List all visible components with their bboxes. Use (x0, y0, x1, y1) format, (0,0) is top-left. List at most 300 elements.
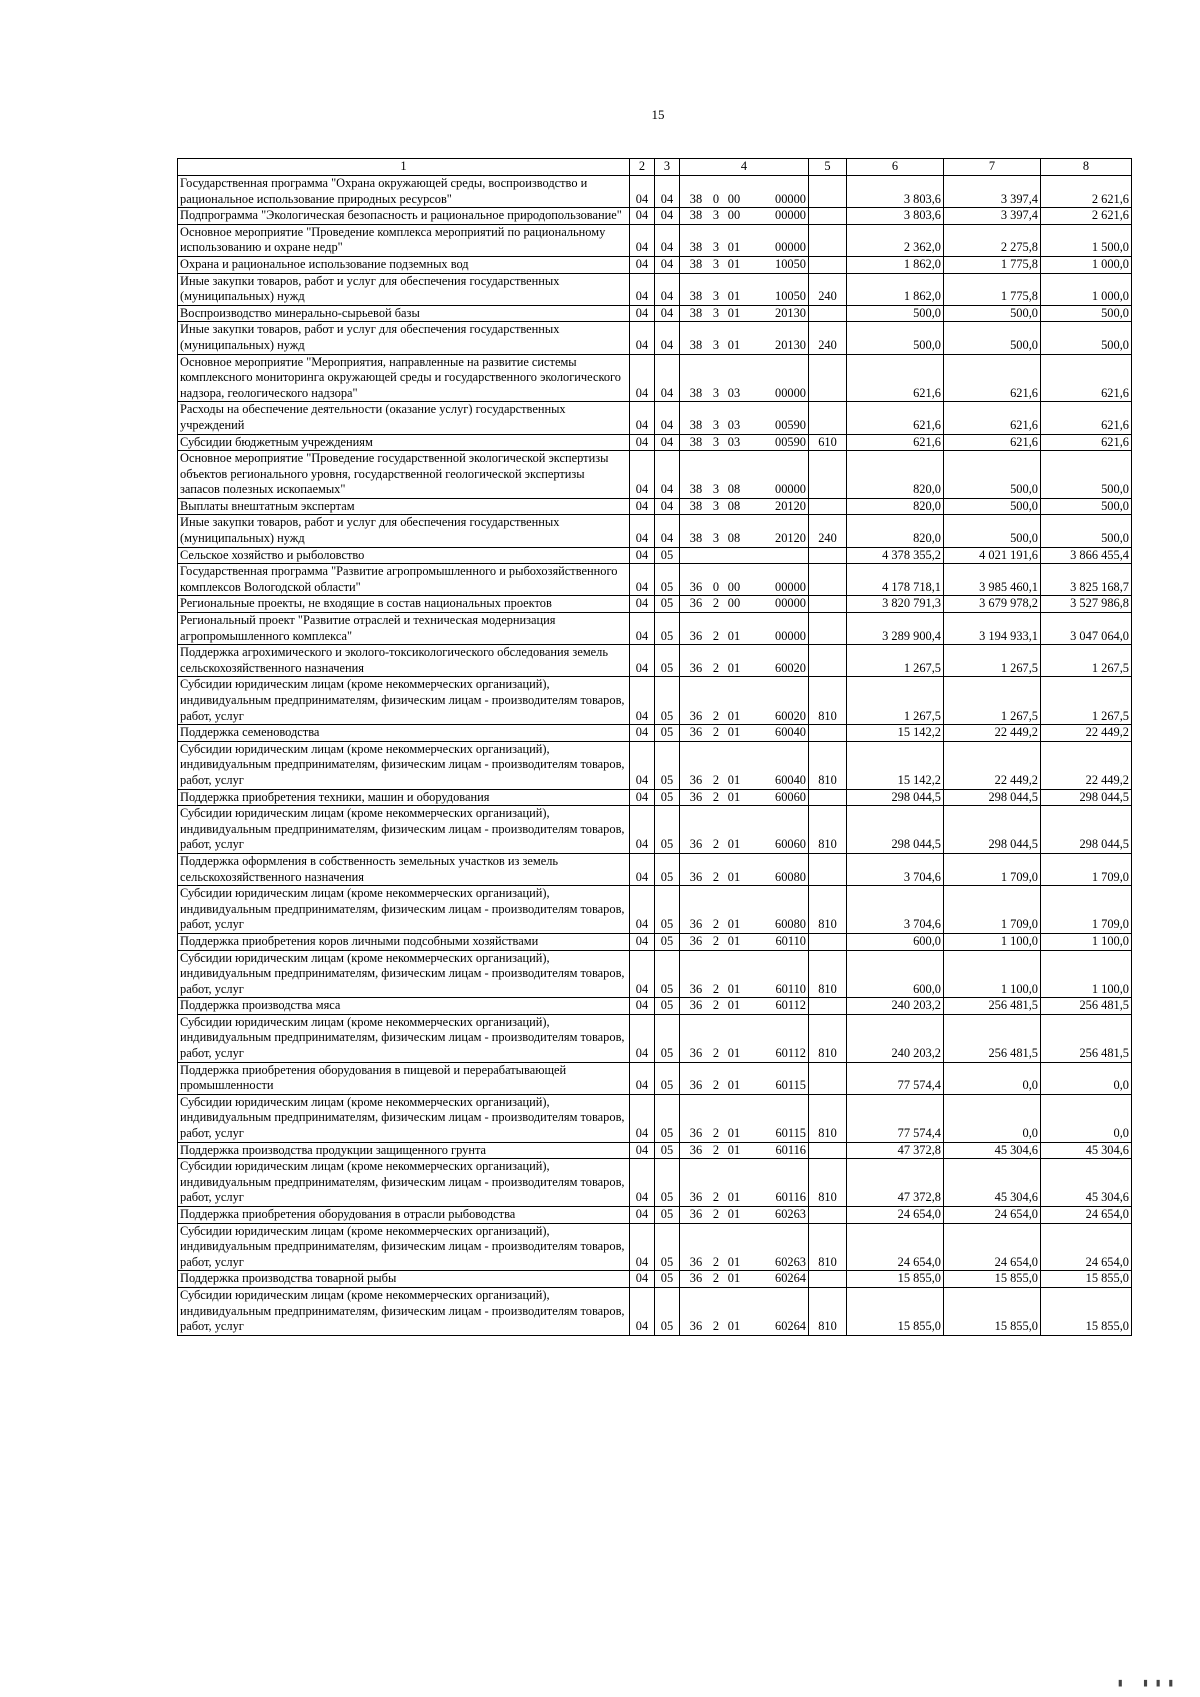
amount-col-7: 500,0 (944, 305, 1041, 322)
target-article-part: 00000 (775, 596, 806, 611)
row-name: Основное мероприятие "Мероприятия, направленные на развитие системы комплексного мониторинга окружающей среды и государственного экологического надзора, геологического надзора" (178, 354, 630, 402)
section-code: 04 (630, 322, 655, 354)
table-row (178, 256, 1132, 273)
amount-col-8: 500,0 (1041, 322, 1132, 354)
target-article-code (680, 208, 809, 225)
target-article-code (680, 354, 809, 402)
target-article-part: 2 (712, 1142, 720, 1157)
amount-col-6: 15 142,2 (847, 725, 944, 742)
row-name: Поддержка производства товарной рыбы (178, 1271, 630, 1288)
expense-type-code (809, 208, 847, 225)
amount-col-6: 820,0 (847, 515, 944, 547)
expense-type-code (809, 933, 847, 950)
target-article-part: 00000 (775, 628, 806, 643)
target-article-part: 00000 (775, 208, 806, 223)
section-code: 04 (630, 256, 655, 273)
target-article-part: 60263 (775, 1254, 806, 1269)
expense-type-code (809, 645, 847, 677)
target-article-parts (682, 1143, 806, 1159)
target-article-part: 01 (727, 869, 741, 884)
row-name: Субсидии юридическим лицам (кроме некоммерческих организаций), индивидуальным предпринимателям, физическим лицам - производителям товаров, работ, услуг (178, 1159, 630, 1207)
target-article-part: 3 (712, 305, 720, 320)
subsection-code: 05 (655, 1062, 680, 1094)
target-article-part: 2 (712, 869, 720, 884)
target-article-part: 2 (712, 1078, 720, 1093)
amount-col-6: 15 855,0 (847, 1287, 944, 1335)
section-code: 04 (630, 564, 655, 596)
target-article-parts (682, 982, 806, 998)
table-row (178, 434, 1132, 451)
section-code: 04 (630, 402, 655, 434)
table-row (178, 741, 1132, 789)
target-article-part: 60112 (775, 1046, 806, 1061)
target-article-part: 60020 (775, 708, 806, 723)
row-name: Сельское хозяйство и рыболовство (178, 547, 630, 564)
target-article-parts (682, 289, 806, 305)
target-article-part: 20130 (775, 305, 806, 320)
target-article-code (680, 498, 809, 515)
amount-col-8: 1 100,0 (1041, 933, 1132, 950)
expense-type-code (809, 451, 847, 499)
table-row (178, 886, 1132, 934)
amount-col-8: 22 449,2 (1041, 725, 1132, 742)
target-article-part: 38 (689, 337, 703, 352)
table-row (178, 998, 1132, 1015)
target-article-part: 00590 (775, 417, 806, 432)
target-article-part: 38 (689, 240, 703, 255)
amount-col-8: 0,0 (1041, 1062, 1132, 1094)
amount-col-7: 1 100,0 (944, 950, 1041, 998)
target-article-code (680, 176, 809, 208)
target-article-part: 2 (712, 1254, 720, 1269)
section-code: 04 (630, 451, 655, 499)
amount-col-7: 3 194 933,1 (944, 613, 1041, 645)
section-code: 04 (630, 1271, 655, 1288)
target-article-part: 60060 (775, 789, 806, 804)
amount-col-7: 256 481,5 (944, 998, 1041, 1015)
expense-type-code (809, 305, 847, 322)
target-article-parts (682, 1207, 806, 1223)
subsection-code: 05 (655, 1287, 680, 1335)
target-article-code (680, 451, 809, 499)
table-row (178, 273, 1132, 305)
section-code: 04 (630, 434, 655, 451)
target-article-part: 36 (689, 998, 703, 1013)
amount-col-8: 1 000,0 (1041, 273, 1132, 305)
table-row (178, 1094, 1132, 1142)
amount-col-7: 3 397,4 (944, 176, 1041, 208)
amount-col-8: 1 709,0 (1041, 853, 1132, 885)
target-article-part: 36 (689, 1142, 703, 1157)
amount-col-8: 3 866 455,4 (1041, 547, 1132, 564)
row-name: Расходы на обеспечение деятельности (оказание услуг) государственных учреждений (178, 402, 630, 434)
target-article-part: 00 (727, 191, 741, 206)
subsection-code: 05 (655, 1014, 680, 1062)
section-code: 04 (630, 208, 655, 225)
subsection-code: 05 (655, 1207, 680, 1224)
amount-col-6: 500,0 (847, 305, 944, 322)
target-article-part: 3 (712, 385, 720, 400)
table-row (178, 1271, 1132, 1288)
target-article-part: 20130 (775, 337, 806, 352)
table-row (178, 1062, 1132, 1094)
table-row (178, 1287, 1132, 1335)
subsection-code: 05 (655, 886, 680, 934)
amount-col-6: 77 574,4 (847, 1062, 944, 1094)
target-article-parts (682, 773, 806, 789)
target-article-part: 36 (689, 981, 703, 996)
target-article-part: 2 (712, 1319, 720, 1334)
target-article-parts (682, 1046, 806, 1062)
table-row (178, 451, 1132, 499)
row-name: Подпрограмма "Экологическая безопасность и рациональное природопользование" (178, 208, 630, 225)
table-row (178, 613, 1132, 645)
target-article-part: 38 (689, 498, 703, 513)
amount-col-8: 1 500,0 (1041, 224, 1132, 256)
amount-col-6: 600,0 (847, 933, 944, 950)
target-article-part: 2 (712, 708, 720, 723)
target-article-part: 60020 (775, 660, 806, 675)
target-article-part: 01 (727, 1126, 741, 1141)
table-row (178, 645, 1132, 677)
target-article-part: 01 (727, 789, 741, 804)
target-article-part: 60040 (775, 772, 806, 787)
subsection-code: 04 (655, 354, 680, 402)
target-article-code (680, 547, 809, 564)
target-article-code (680, 1014, 809, 1062)
expense-type-code (809, 596, 847, 613)
expense-type-code (809, 256, 847, 273)
col-header-2: 2 (630, 159, 655, 176)
table-row (178, 208, 1132, 225)
target-article-code (680, 596, 809, 613)
row-name: Иные закупки товаров, работ и услуг для обеспечения государственных (муниципальных) нужд (178, 273, 630, 305)
target-article-code (680, 933, 809, 950)
target-article-part: 2 (712, 1046, 720, 1061)
amount-col-7: 1 775,8 (944, 273, 1041, 305)
expense-type-code: 810 (809, 741, 847, 789)
target-article-part: 01 (727, 256, 741, 271)
target-article-part: 60080 (775, 917, 806, 932)
target-article-part: 00000 (775, 482, 806, 497)
subsection-code: 04 (655, 402, 680, 434)
target-article-parts (682, 531, 806, 547)
row-name: Государственная программа "Развитие агропромышленного и рыбохозяйственного комплексов Вологодской области" (178, 564, 630, 596)
amount-col-6: 47 372,8 (847, 1159, 944, 1207)
target-article-part: 00000 (775, 240, 806, 255)
section-code: 04 (630, 998, 655, 1015)
section-code: 04 (630, 645, 655, 677)
row-name: Поддержка приобретения коров личными подсобными хозяйствами (178, 933, 630, 950)
table-row (178, 950, 1132, 998)
amount-col-7: 0,0 (944, 1062, 1041, 1094)
target-article-part: 60264 (775, 1319, 806, 1334)
scan-marks: ▮ ▮▮▮ (1116, 1676, 1180, 1689)
target-article-part: 03 (727, 385, 741, 400)
target-article-code (680, 402, 809, 434)
target-article-part: 2 (712, 1271, 720, 1286)
subsection-code: 05 (655, 1094, 680, 1142)
target-article-parts (682, 240, 806, 256)
target-article-parts (682, 192, 806, 208)
target-article-part: 01 (727, 1190, 741, 1205)
amount-col-7: 15 855,0 (944, 1271, 1041, 1288)
subsection-code: 04 (655, 515, 680, 547)
target-article-part: 60263 (775, 1207, 806, 1221)
target-article-part: 00000 (775, 385, 806, 400)
subsection-code: 04 (655, 322, 680, 354)
amount-col-8: 15 855,0 (1041, 1287, 1132, 1335)
target-article-parts (682, 386, 806, 402)
expense-type-code (809, 1271, 847, 1288)
target-article-code (680, 1271, 809, 1288)
table-row (178, 354, 1132, 402)
subsection-code: 04 (655, 451, 680, 499)
target-article-part: 00590 (775, 434, 806, 449)
target-article-parts (682, 499, 806, 515)
amount-col-7: 1 709,0 (944, 886, 1041, 934)
target-article-part: 36 (689, 1190, 703, 1205)
subsection-code: 04 (655, 273, 680, 305)
section-code: 04 (630, 613, 655, 645)
target-article-part: 36 (689, 837, 703, 852)
expense-type-code (809, 224, 847, 256)
table-header-row (178, 159, 1132, 176)
target-article-parts (682, 870, 806, 886)
target-article-part: 36 (689, 1319, 703, 1334)
amount-col-8: 24 654,0 (1041, 1207, 1132, 1224)
amount-col-7: 4 021 191,6 (944, 547, 1041, 564)
expense-type-code (809, 498, 847, 515)
target-article-part: 01 (727, 660, 741, 675)
expense-type-code: 240 (809, 273, 847, 305)
target-article-part: 01 (727, 981, 741, 996)
amount-col-8: 3 527 986,8 (1041, 596, 1132, 613)
target-article-part: 36 (689, 772, 703, 787)
amount-col-6: 820,0 (847, 451, 944, 499)
expense-type-code (809, 176, 847, 208)
target-article-part: 01 (727, 305, 741, 320)
row-name: Субсидии юридическим лицам (кроме некоммерческих организаций), индивидуальным предпринимателям, физическим лицам - производителям товаров, работ, услуг (178, 1287, 630, 1335)
amount-col-7: 298 044,5 (944, 789, 1041, 806)
target-article-part: 3 (712, 208, 720, 223)
target-article-part: 01 (727, 628, 741, 643)
target-article-part: 38 (689, 191, 703, 206)
subsection-code: 04 (655, 224, 680, 256)
target-article-part: 2 (712, 660, 720, 675)
expense-type-code: 810 (809, 806, 847, 854)
subsection-code: 04 (655, 434, 680, 451)
target-article-parts (682, 1319, 806, 1335)
table-row (178, 853, 1132, 885)
table-row (178, 933, 1132, 950)
amount-col-8: 500,0 (1041, 498, 1132, 515)
target-article-part: 01 (727, 998, 741, 1013)
target-article-part: 01 (727, 837, 741, 852)
amount-col-7: 621,6 (944, 402, 1041, 434)
amount-col-8: 256 481,5 (1041, 998, 1132, 1015)
target-article-part: 36 (689, 660, 703, 675)
target-article-code (680, 1287, 809, 1335)
target-article-parts (682, 1255, 806, 1271)
target-article-part: 0 (712, 191, 720, 206)
section-code: 04 (630, 354, 655, 402)
row-name: Поддержка приобретения оборудования в отрасли рыбоводства (178, 1207, 630, 1224)
amount-col-8: 3 047 064,0 (1041, 613, 1132, 645)
subsection-code: 05 (655, 853, 680, 885)
amount-col-6: 240 203,2 (847, 998, 944, 1015)
target-article-part: 38 (689, 256, 703, 271)
amount-col-8: 298 044,5 (1041, 789, 1132, 806)
amount-col-8: 15 855,0 (1041, 1271, 1132, 1288)
amount-col-6: 3 704,6 (847, 853, 944, 885)
row-name: Региональные проекты, не входящие в состав национальных проектов (178, 596, 630, 613)
target-article-part: 36 (689, 1126, 703, 1141)
amount-col-6: 24 654,0 (847, 1207, 944, 1224)
row-name: Субсидии юридическим лицам (кроме некоммерческих организаций), индивидуальным предпринимателям, физическим лицам - производителям товаров, работ, услуг (178, 1014, 630, 1062)
target-article-parts (682, 482, 806, 498)
amount-col-6: 621,6 (847, 434, 944, 451)
amount-col-6: 3 820 791,3 (847, 596, 944, 613)
amount-col-6: 24 654,0 (847, 1223, 944, 1271)
expense-type-code (809, 613, 847, 645)
row-name: Субсидии юридическим лицам (кроме некоммерческих организаций), индивидуальным предпринимателям, физическим лицам - производителям товаров, работ, услуг (178, 886, 630, 934)
target-article-part: 01 (727, 1142, 741, 1157)
subsection-code: 05 (655, 677, 680, 725)
page-number: 15 (651, 107, 665, 122)
amount-col-8: 1 267,5 (1041, 645, 1132, 677)
target-article-part: 60110 (775, 981, 806, 996)
section-code: 04 (630, 273, 655, 305)
target-article-part: 36 (689, 1271, 703, 1286)
subsection-code: 05 (655, 998, 680, 1015)
amount-col-8: 24 654,0 (1041, 1223, 1132, 1271)
row-name: Поддержка оформления в собственность земельных участков из земель сельскохозяйственного назначения (178, 853, 630, 885)
target-article-parts (682, 1078, 806, 1094)
row-name: Поддержка производства мяса (178, 998, 630, 1015)
amount-col-8: 0,0 (1041, 1094, 1132, 1142)
target-article-part: 2 (712, 933, 720, 948)
expense-type-code: 810 (809, 1014, 847, 1062)
target-article-code (680, 998, 809, 1015)
target-article-part: 2 (712, 1126, 720, 1141)
target-article-part: 36 (689, 596, 703, 611)
amount-col-7: 500,0 (944, 515, 1041, 547)
table-row (178, 224, 1132, 256)
amount-col-7: 621,6 (944, 354, 1041, 402)
amount-col-8: 1 100,0 (1041, 950, 1132, 998)
table-row (178, 1014, 1132, 1062)
target-article-part: 3 (712, 417, 720, 432)
amount-col-6: 47 372,8 (847, 1142, 944, 1159)
expense-type-code (809, 1062, 847, 1094)
target-article-part: 60040 (775, 725, 806, 740)
subsection-code: 05 (655, 725, 680, 742)
table-row (178, 806, 1132, 854)
target-article-code (680, 1207, 809, 1224)
target-article-part: 36 (689, 789, 703, 804)
amount-col-7: 15 855,0 (944, 1287, 1041, 1335)
target-article-code (680, 1159, 809, 1207)
target-article-parts (682, 709, 806, 725)
amount-col-7: 3 679 978,2 (944, 596, 1041, 613)
expense-type-code: 810 (809, 1094, 847, 1142)
target-article-part: 60115 (775, 1078, 806, 1093)
section-code: 04 (630, 1223, 655, 1271)
amount-col-6: 3 704,6 (847, 886, 944, 934)
target-article-part: 36 (689, 1078, 703, 1093)
table-row (178, 1223, 1132, 1271)
table-row (178, 564, 1132, 596)
subsection-code: 05 (655, 645, 680, 677)
expense-type-code (809, 402, 847, 434)
row-name: Основное мероприятие "Проведение государственной экологической экспертизы объектов регионального уровня, государственной геологической экспертизы запасов полезных ископаемых" (178, 451, 630, 499)
table-row (178, 402, 1132, 434)
target-article-code (680, 950, 809, 998)
table-row (178, 725, 1132, 742)
target-article-parts (682, 661, 806, 677)
amount-col-6: 77 574,4 (847, 1094, 944, 1142)
target-article-part: 2 (712, 1207, 720, 1221)
amount-col-7: 22 449,2 (944, 725, 1041, 742)
target-article-part: 60115 (775, 1126, 806, 1141)
target-article-part: 60264 (775, 1271, 806, 1286)
subsection-code: 05 (655, 1159, 680, 1207)
table-body (178, 176, 1132, 1336)
row-name: Поддержка агрохимического и эколого-токсикологического обследования земель сельскохозяйственного назначения (178, 645, 630, 677)
target-article-part: 2 (712, 596, 720, 611)
section-code: 04 (630, 498, 655, 515)
col-header-6: 6 (847, 159, 944, 176)
section-code: 04 (630, 853, 655, 885)
amount-col-7: 621,6 (944, 434, 1041, 451)
section-code: 04 (630, 1094, 655, 1142)
target-article-part: 3 (712, 482, 720, 497)
target-article-code (680, 1142, 809, 1159)
section-code: 04 (630, 547, 655, 564)
amount-col-7: 500,0 (944, 451, 1041, 499)
row-name: Иные закупки товаров, работ и услуг для обеспечения государственных (муниципальных) нужд (178, 322, 630, 354)
target-article-part: 01 (727, 708, 741, 723)
target-article-parts (682, 629, 806, 645)
target-article-part: 36 (689, 1254, 703, 1269)
section-code: 04 (630, 677, 655, 725)
target-article-part: 20120 (775, 498, 806, 513)
target-article-part: 03 (727, 434, 741, 449)
section-code: 04 (630, 305, 655, 322)
target-article-part: 3 (712, 434, 720, 449)
target-article-part: 38 (689, 482, 703, 497)
target-article-code (680, 256, 809, 273)
target-article-parts (682, 998, 806, 1014)
expense-type-code (809, 564, 847, 596)
target-article-parts (682, 1271, 806, 1287)
subsection-code: 05 (655, 1271, 680, 1288)
expense-type-code (809, 853, 847, 885)
target-article-code (680, 806, 809, 854)
target-article-part: 36 (689, 725, 703, 740)
target-article-part: 01 (727, 337, 741, 352)
section-code: 04 (630, 725, 655, 742)
amount-col-8: 3 825 168,7 (1041, 564, 1132, 596)
table-row (178, 498, 1132, 515)
table-row (178, 1207, 1132, 1224)
target-article-code (680, 741, 809, 789)
amount-col-7: 1 709,0 (944, 853, 1041, 885)
amount-col-8: 1 709,0 (1041, 886, 1132, 934)
row-name: Субсидии юридическим лицам (кроме некоммерческих организаций), индивидуальным предпринимателям, физическим лицам - производителям товаров, работ, услуг (178, 1094, 630, 1142)
subsection-code: 05 (655, 547, 680, 564)
